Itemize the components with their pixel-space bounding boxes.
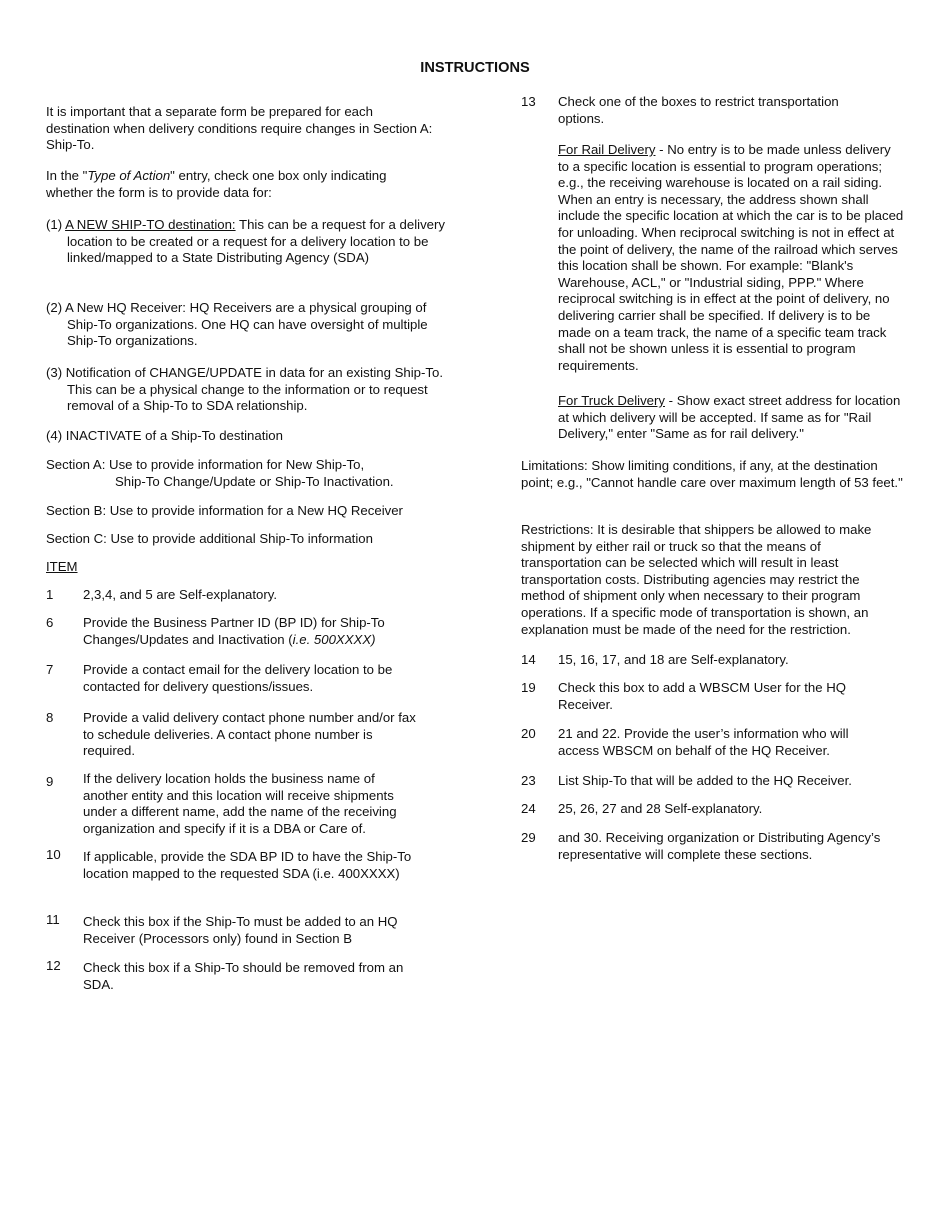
item-text: Check this box if the Ship-To must be added to an HQ Receiver (Processors only) found in Section B <box>83 914 398 946</box>
item-number: 11 <box>46 912 60 927</box>
option1-text: This can be a request for a delivery location to be created or a request for a delivery location to be linked/mapped to a State Distributing Agency (SDA) <box>67 217 445 266</box>
list-item <box>46 587 436 607</box>
item-text-main: Provide the Business Partner ID (BP ID) for Ship-To Changes/Updates and Inactivation ( <box>83 615 385 647</box>
item-text: Check this box if a Ship-To should be removed from an SDA. <box>83 960 404 992</box>
item-text-example: i.e. 500XXXX) <box>292 631 376 647</box>
item-number: 23 <box>521 773 536 788</box>
item-text: Check one of the boxes to restrict transportation options. <box>558 94 839 126</box>
truck-delivery-label: For Truck Delivery <box>558 393 665 408</box>
item-number: 7 <box>46 662 54 677</box>
list-item <box>521 652 911 672</box>
item-number: 19 <box>521 680 536 695</box>
option-new-ship-to <box>46 217 445 267</box>
page-title: INSTRUCTIONS <box>420 60 530 76</box>
item-text: Check this box to add a WBSCM User for the HQ Receiver. <box>558 680 847 712</box>
option-inactivate: (4) INACTIVATE of a Ship-To destination <box>46 428 283 443</box>
section-c: Section C: Use to provide additional Ship-To information <box>46 531 373 546</box>
item-text <box>83 615 423 648</box>
item-text: and 30. Receiving organization or Distributing Agency’s representative will complete these sections. <box>558 830 881 862</box>
item-number: 12 <box>46 958 61 973</box>
truck-delivery-text: - Show exact street address for location at which delivery will be accepted. If same as for "Rail Delivery," enter "Same as for rail delivery." <box>558 393 901 442</box>
list-item <box>46 710 436 762</box>
list-item <box>46 849 436 901</box>
item-heading: ITEM <box>46 559 78 574</box>
item-text: 25, 26, 27 and 28 Self-explanatory. <box>558 801 763 816</box>
option1-label: A NEW SHIP-TO destination: <box>65 217 236 232</box>
item-number: 24 <box>521 801 536 816</box>
truck-delivery-paragraph <box>558 393 904 443</box>
list-item <box>521 773 911 793</box>
list-item <box>46 914 436 950</box>
item-text: 2,3,4, and 5 are Self-explanatory. <box>83 587 278 602</box>
section-a-line1: Section A: Use to provide information for New Ship-To, <box>46 457 365 472</box>
limitations-paragraph: Limitations: Show limiting conditions, if any, at the destination point; e.g., "Cannot handle care over maximum length of 53 feet." <box>521 458 903 490</box>
item-number: 10 <box>46 847 61 862</box>
item-text: If applicable, provide the SDA BP ID to have the Ship-To location mapped to the requested SDA (i.e. 400XXXX) <box>83 849 412 881</box>
item-number: 14 <box>521 652 536 667</box>
item-text: If the delivery location holds the business name of another entity and this location will receive shipments under a different name, add the name of the receiving organization and specify if it is a DBA or Care of. <box>83 771 397 836</box>
rail-delivery-label: For Rail Delivery <box>558 142 656 157</box>
item-text: Provide a valid delivery contact phone number and/or fax to schedule deliveries. A contact phone number is required. <box>83 710 416 759</box>
list-item <box>46 662 436 698</box>
list-item <box>46 771 436 839</box>
type-of-action-label: Type of Action <box>87 168 171 183</box>
list-item <box>46 960 436 996</box>
item-number: 8 <box>46 710 54 725</box>
option-new-hq-receiver: (2) A New HQ Receiver: HQ Receivers are a physical grouping of Ship-To organizations. One HQ can have oversight of multiple Ship-To organizations. <box>46 300 428 349</box>
type-of-action-pre: In the " <box>46 168 88 183</box>
list-item <box>521 680 911 716</box>
item-number: 29 <box>521 830 536 845</box>
list-item <box>521 94 911 130</box>
item-number: 6 <box>46 615 54 630</box>
item-text: 21 and 22. Provide the user’s information who will access WBSCM on behalf of the HQ Receiver. <box>558 726 849 758</box>
option1-num: (1) <box>46 217 66 232</box>
type-of-action-post: " entry, check one box only indicating whether the form is to provide data for: <box>46 168 387 200</box>
section-a-line2: Ship-To Change/Update or Ship-To Inactivation. <box>115 474 394 489</box>
item-number: 13 <box>521 94 536 109</box>
item-text: List Ship-To that will be added to the HQ Receiver. <box>558 773 852 788</box>
list-item <box>521 801 911 821</box>
list-item <box>46 615 436 651</box>
item-text: 15, 16, 17, and 18 are Self-explanatory. <box>558 652 789 667</box>
rail-delivery-text: - No entry is to be made unless delivery to a specific location is essential to program operations; e.g., the receiving warehouse is located on a rail siding. When an entry is necessary, the address shown shall include the specific location at which the car is to be placed for unloading. When reciprocal switching is not in effect at the point of delivery, the name of the railroad which serves this location shall be shown. For example: "Blank's Warehouse, ACL," or "Industrial siding, PPP." Where reciprocal switching is in effect at the point of delivery, no delivering carrier shall be specified. If delivery is to be made on a team track, the name of a specific team track shall not be shown unless it is essential to program requirements. <box>558 142 904 373</box>
intro-paragraph: It is important that a separate form be prepared for each destination when delivery conditions require changes in Section A: Ship-To. <box>46 104 433 153</box>
list-item <box>521 830 911 866</box>
item-number: 1 <box>46 587 54 602</box>
section-b: Section B: Use to provide information for a New HQ Receiver <box>46 503 403 518</box>
option-change-update: (3) Notification of CHANGE/UPDATE in data for an existing Ship-To. This can be a physical change to the information or to request removal of a Ship-To to SDA relationship. <box>46 365 444 414</box>
restrictions-paragraph: Restrictions: It is desirable that shippers be allowed to make shipment by either rail or truck so that the means of transportation can be selected which will result in least transportation costs. Distributing agencies may restrict the method of shipment only when necessary to their program operations. If a specific mode of transportation is shown, an explanation must be made of the need for the restriction. <box>521 522 872 637</box>
type-of-action-paragraph <box>46 168 436 201</box>
item-number: 9 <box>46 774 54 789</box>
list-item <box>521 726 911 762</box>
item-text: Provide a contact email for the delivery location to be contacted for delivery questions/issues. <box>83 662 393 694</box>
rail-delivery-paragraph <box>558 142 904 374</box>
item-number: 20 <box>521 726 536 741</box>
